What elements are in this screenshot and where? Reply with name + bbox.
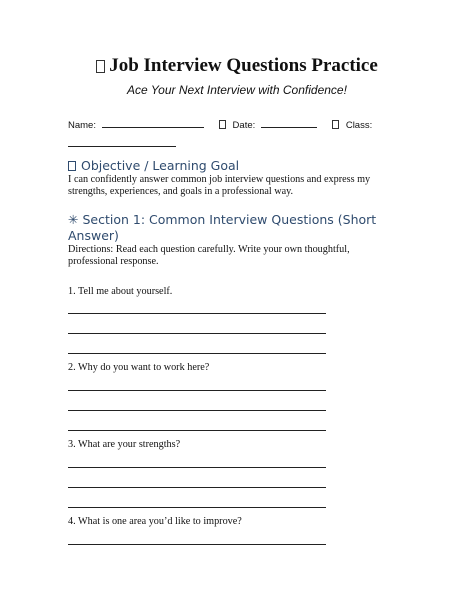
worksheet-subtitle: Ace Your Next Interview with Confidence! [127, 83, 347, 97]
title-text: Job Interview Questions Practice [109, 55, 378, 76]
student-info-row [68, 118, 408, 150]
section1-heading: ✳ Section 1: Common Interview Questions (Short Answer) [68, 212, 377, 243]
answer-line[interactable] [68, 390, 326, 391]
worksheet-title [0, 55, 474, 77]
answer-line[interactable] [68, 487, 326, 488]
question-3: 3. What are your strengths? [68, 439, 181, 450]
objective-heading [68, 158, 239, 174]
class-label: Class: [345, 120, 373, 131]
answer-line[interactable] [68, 410, 326, 411]
school-icon [332, 120, 339, 129]
name-label: Name: [68, 120, 96, 131]
class-field[interactable] [68, 137, 176, 147]
objective-heading-text: Objective / Learning Goal [81, 158, 240, 173]
answer-line[interactable] [68, 333, 326, 334]
answer-line[interactable] [68, 313, 326, 314]
answer-line[interactable] [68, 544, 326, 545]
question-2: 2. Why do you want to work here? [68, 362, 210, 373]
answer-line[interactable] [68, 353, 326, 354]
section1-directions: Directions: Read each question carefully. Write your own thoughtful, professional response. [68, 244, 350, 267]
answer-line[interactable] [68, 507, 326, 508]
clipboard-icon [96, 60, 105, 73]
name-field[interactable] [102, 118, 204, 128]
question-4: 4. What is one area you’d like to improve? [68, 516, 242, 527]
date-field[interactable] [261, 118, 317, 128]
answer-line[interactable] [68, 430, 326, 431]
answer-line[interactable] [68, 467, 326, 468]
date-label: Date: [232, 120, 256, 131]
objective-text: I can confidently answer common job interview questions and express my strengths, experiences, and goals in a professional way. [68, 174, 371, 197]
calendar-icon [219, 120, 226, 129]
target-icon [68, 161, 76, 171]
question-1: 1. Tell me about yourself. [68, 286, 173, 297]
